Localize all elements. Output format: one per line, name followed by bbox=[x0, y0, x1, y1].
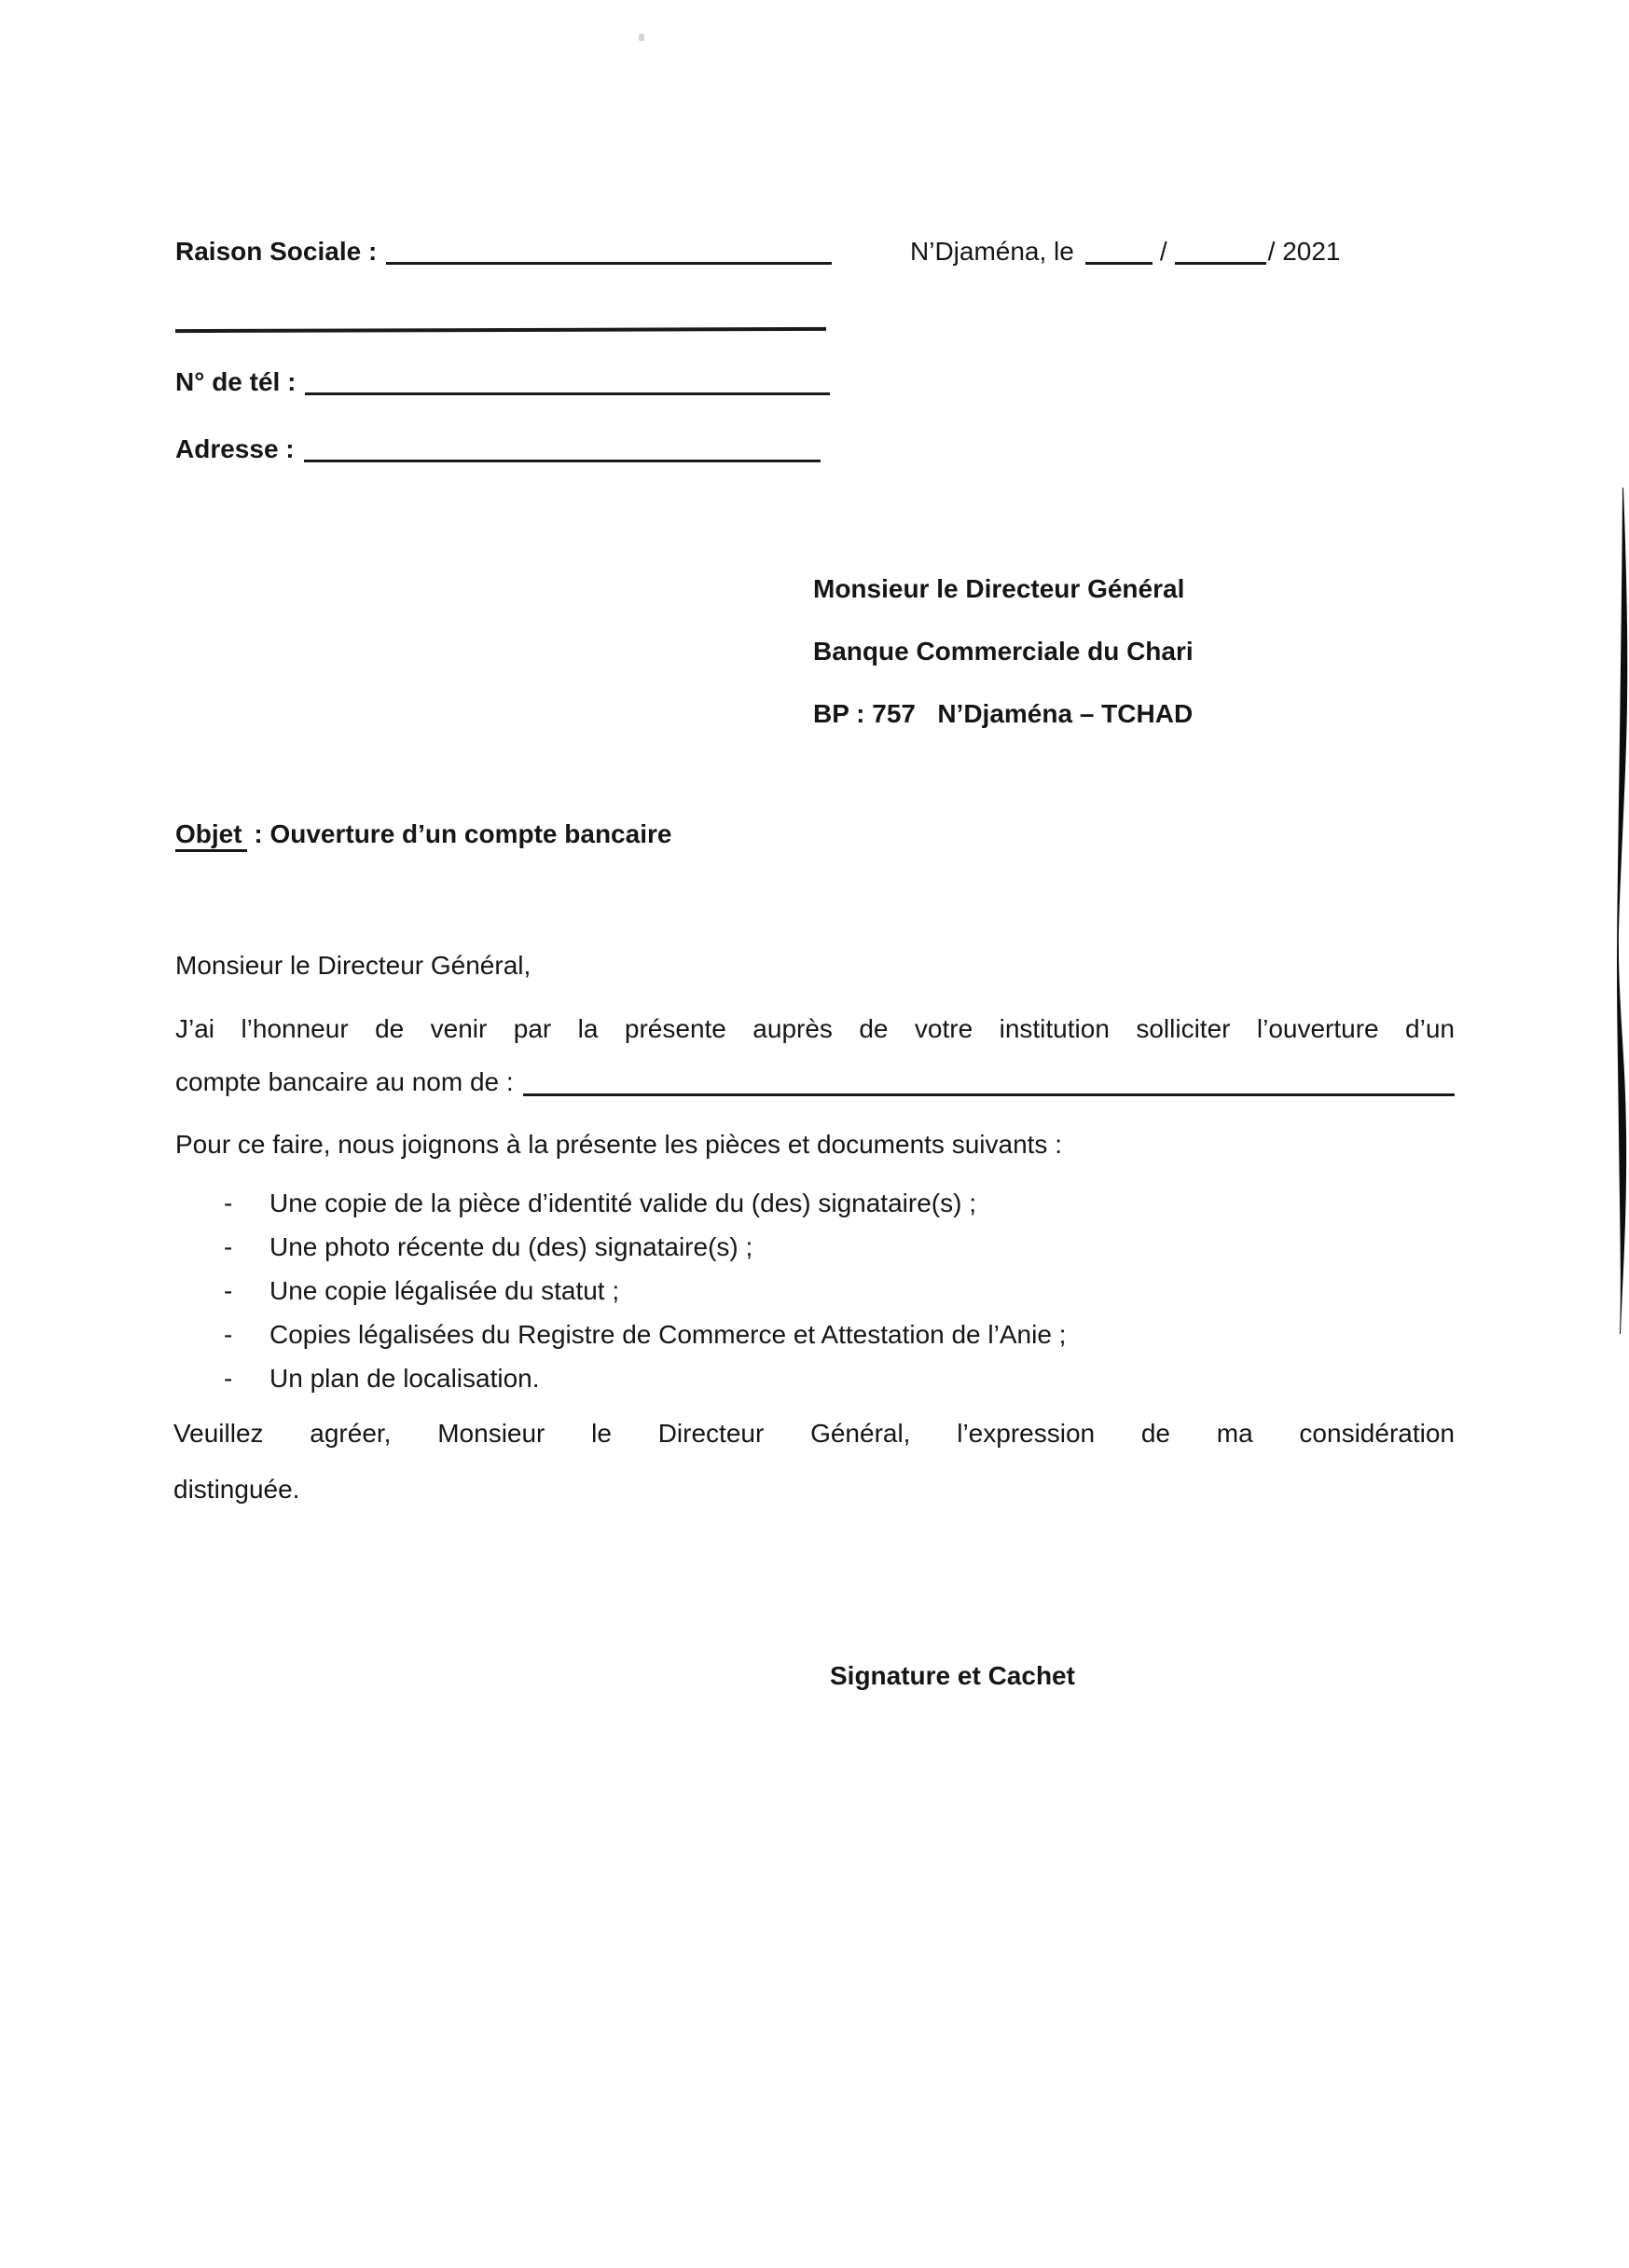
telephone-label: N° de tél : bbox=[175, 367, 297, 396]
documents-intro: Pour ce faire, nous joignons à la présente les pièces et documents suivants : bbox=[175, 1130, 1062, 1159]
telephone-blank-line bbox=[305, 392, 830, 395]
closing-line-2: distinguée. bbox=[173, 1475, 300, 1504]
list-item bbox=[224, 1231, 1455, 1275]
list-item-bullet: - bbox=[224, 1364, 233, 1393]
telephone-row bbox=[175, 365, 830, 399]
scan-speck bbox=[639, 34, 644, 41]
recipient-line-2: Banque Commerciale du Chari bbox=[813, 637, 1194, 666]
raison-sociale-row bbox=[175, 235, 832, 268]
list-item-bullet: - bbox=[224, 1320, 233, 1349]
subject-label: Objet bbox=[175, 819, 247, 852]
opening-paragraph-line-2 bbox=[175, 1065, 1455, 1100]
recipient-line-1: Monsieur le Directeur Général bbox=[813, 574, 1185, 603]
adresse-blank-line bbox=[304, 460, 821, 462]
list-item-bullet: - bbox=[224, 1189, 233, 1217]
list-item-text: Un plan de localisation. bbox=[269, 1364, 540, 1393]
list-item bbox=[224, 1363, 1455, 1407]
opening-paragraph-line-1: J’ai l’honneur de venir par la présente auprès de votre institution solliciter l’ouverture d’un bbox=[175, 1014, 1455, 1043]
date-month-blank-line bbox=[1175, 262, 1266, 265]
list-item bbox=[224, 1319, 1455, 1363]
signature-label: Signature et Cachet bbox=[830, 1661, 1075, 1690]
list-item-text: Une photo récente du (des) signataire(s) ; bbox=[269, 1232, 753, 1261]
account-name-blank-line bbox=[523, 1093, 1455, 1096]
list-item bbox=[224, 1188, 1455, 1231]
list-item-text: Une copie légalisée du statut ; bbox=[269, 1276, 620, 1305]
list-item bbox=[224, 1275, 1455, 1319]
list-item-text: Copies légalisées du Registre de Commerce et Attestation de l’Anie ; bbox=[269, 1320, 1067, 1349]
adresse-label: Adresse : bbox=[175, 434, 295, 463]
recipient-line-3: BP : 757 N’Djaména – TCHAD bbox=[813, 699, 1194, 728]
subject-separator: : bbox=[246, 819, 270, 848]
date-day-blank-line bbox=[1085, 262, 1153, 265]
raison-sociale-label: Raison Sociale : bbox=[175, 237, 378, 266]
date-separator: / bbox=[1159, 237, 1167, 266]
closing-line-1: Veuillez agréer, Monsieur le Directeur Général, l’expression de ma considération bbox=[173, 1419, 1455, 1448]
list-item-text: Une copie de la pièce d’identité valide du (des) signataire(s) ; bbox=[269, 1189, 976, 1217]
raison-sociale-blank-line bbox=[386, 262, 832, 265]
closing-paragraph bbox=[173, 1417, 1455, 1506]
subject-title: Ouverture d’un compte bancaire bbox=[269, 819, 672, 848]
subject-line bbox=[175, 817, 671, 852]
raison-sociale-continuation-line bbox=[175, 327, 826, 333]
date-line bbox=[910, 235, 1341, 268]
account-name-label: compte bancaire au nom de : bbox=[175, 1067, 514, 1096]
salutation: Monsieur le Directeur Général, bbox=[175, 951, 531, 980]
opening-paragraph bbox=[175, 1012, 1455, 1100]
scan-edge-artifact bbox=[1608, 488, 1628, 1338]
recipient-block bbox=[813, 557, 1194, 745]
list-item-bullet: - bbox=[224, 1276, 233, 1305]
adresse-row bbox=[175, 433, 821, 466]
list-item-bullet: - bbox=[224, 1232, 233, 1261]
date-year: / 2021 bbox=[1267, 237, 1341, 266]
date-prefix: N’Djaména, le bbox=[910, 237, 1074, 266]
documents-list bbox=[224, 1188, 1455, 1407]
